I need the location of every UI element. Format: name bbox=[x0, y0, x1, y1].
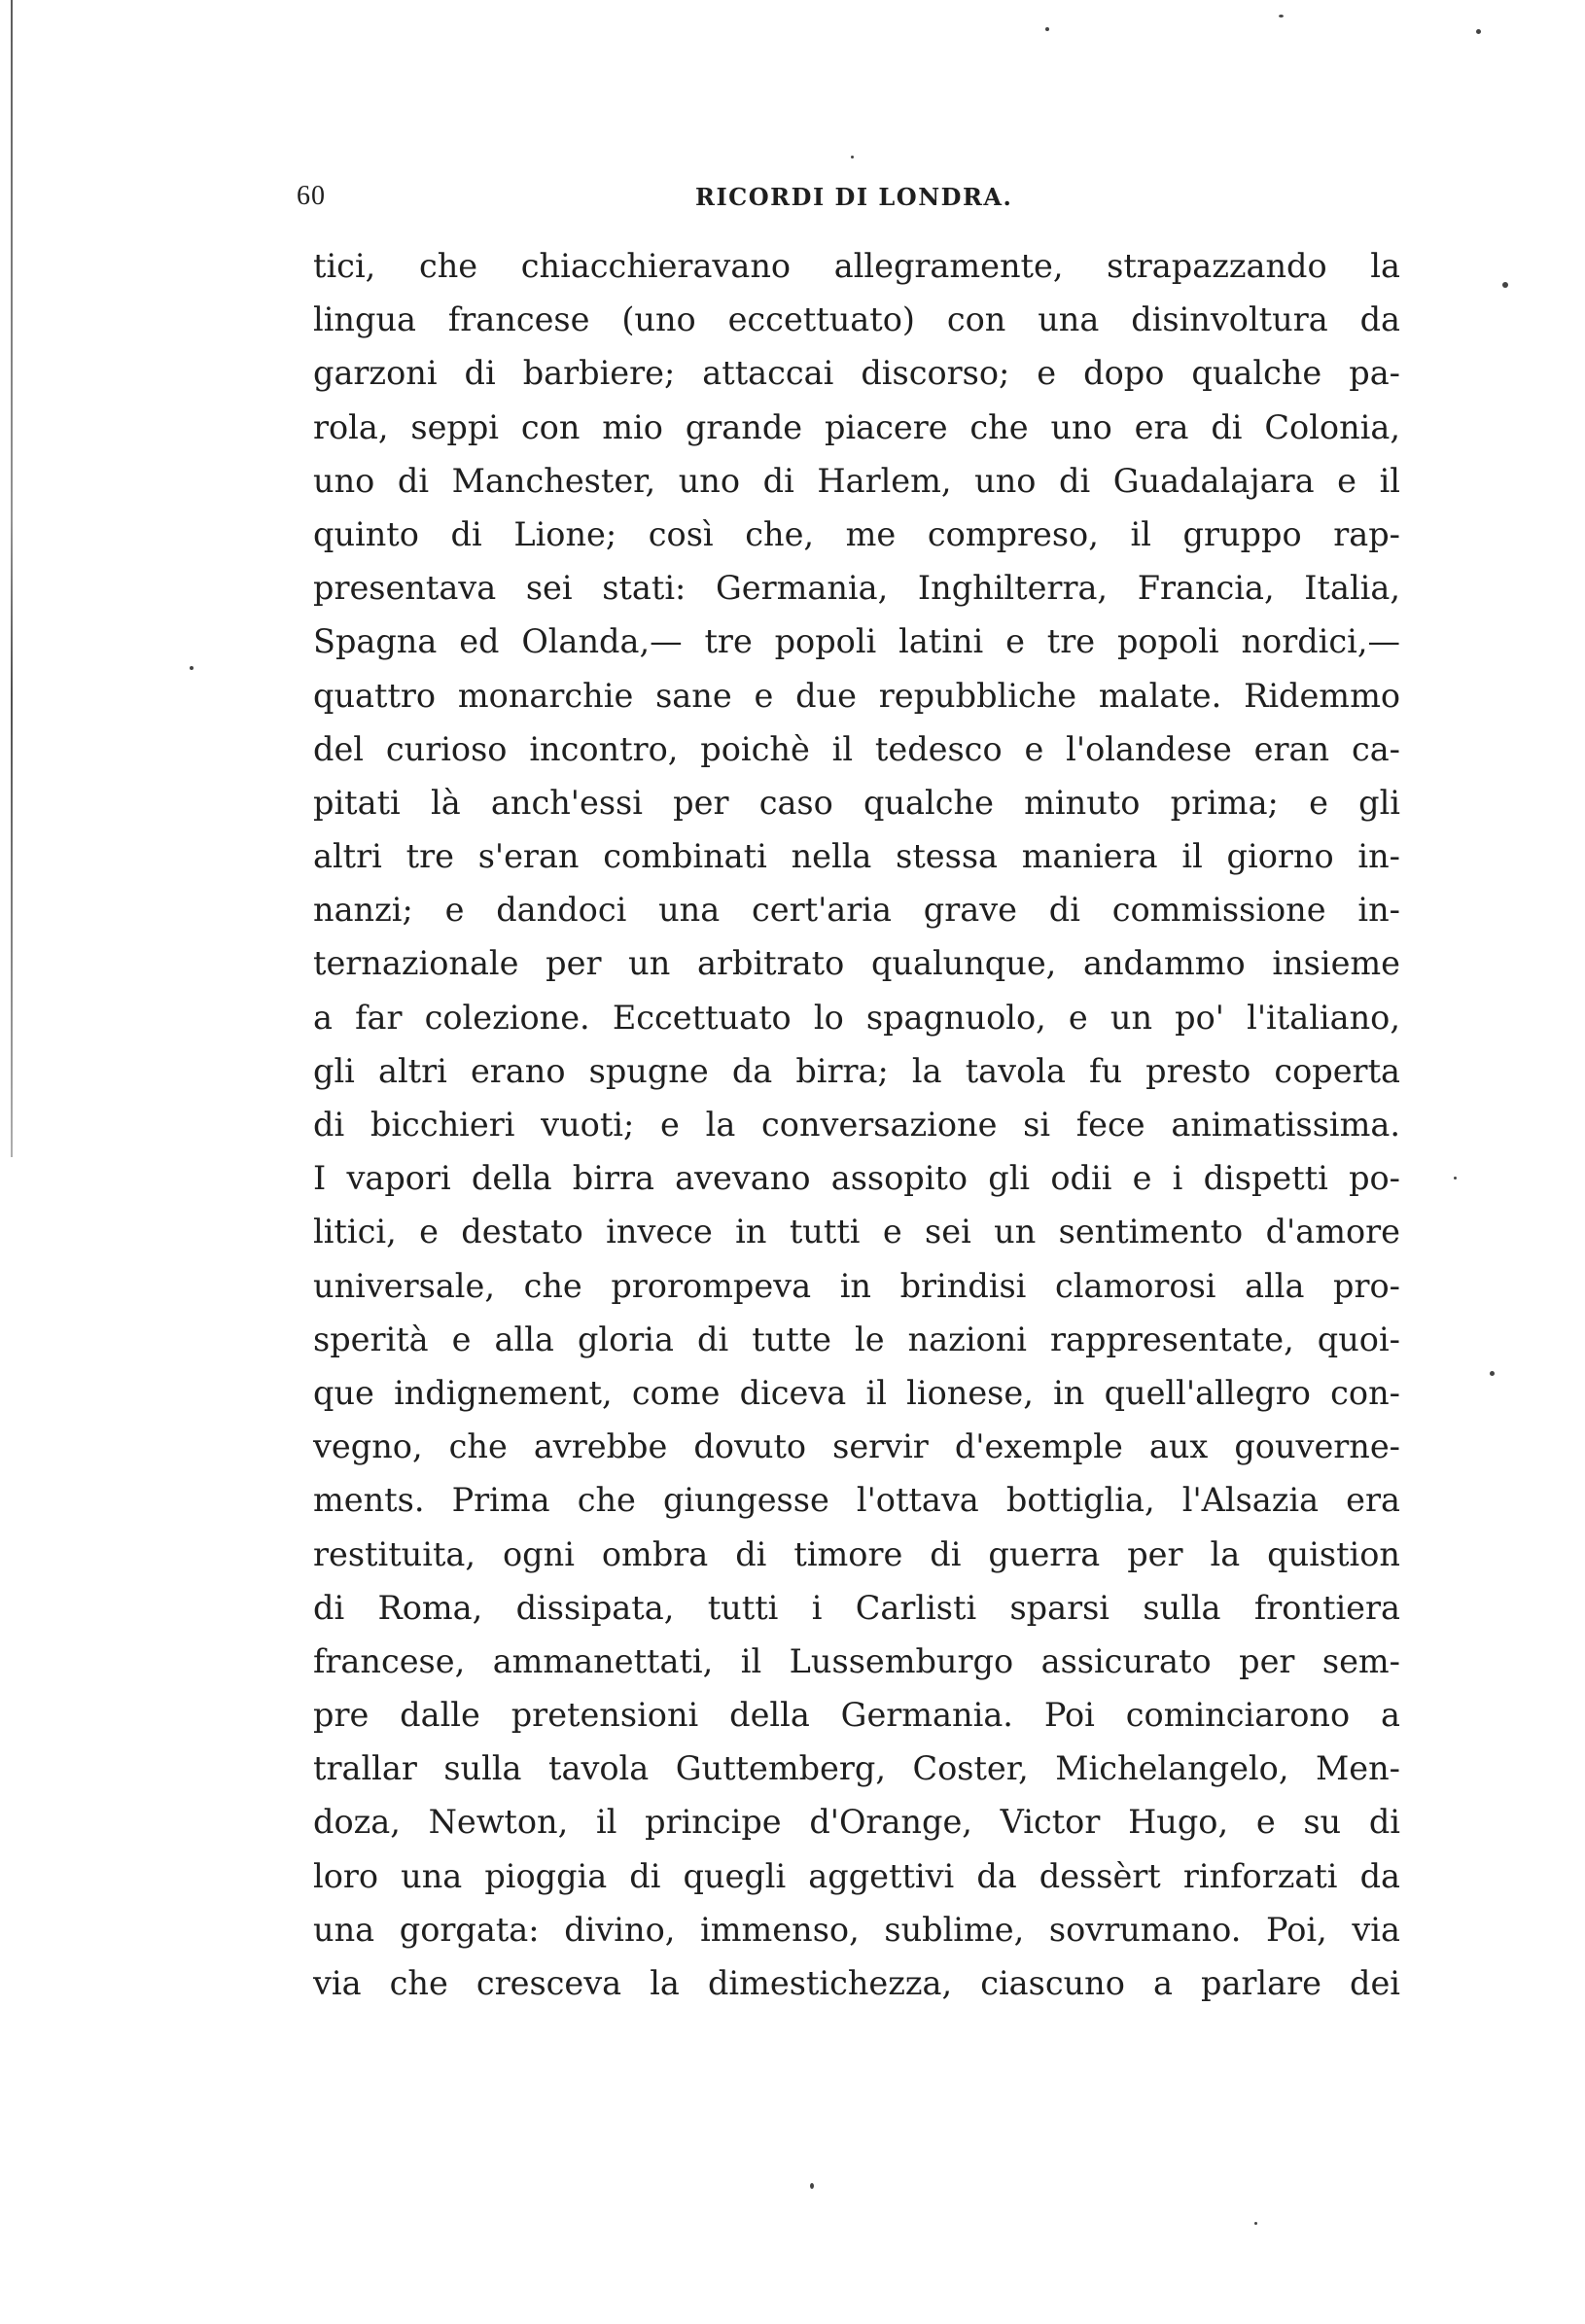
text-line: uno di Manchester, uno di Harlem, uno di Guadalajara e il bbox=[313, 461, 1400, 500]
text-line: Spagna ed Olanda,— tre popoli latini e tre popoli nordici,— bbox=[313, 622, 1400, 661]
text-line: di Roma, dissipata, tutti i Carlisti sparsi sulla frontiera bbox=[313, 1588, 1400, 1627]
text-line: altri tre s'eran combinati nella stessa maniera il giorno in- bbox=[313, 837, 1400, 876]
scan-speck bbox=[1279, 15, 1284, 18]
text-line: vegno, che avrebbe dovuto servir d'exemple aux gouverne- bbox=[313, 1427, 1400, 1466]
binding-edge-line bbox=[11, 0, 13, 1157]
running-head bbox=[297, 181, 1405, 220]
scan-speck bbox=[851, 156, 854, 158]
text-line: litici, e destato invece in tutti e sei un sentimento d'amore bbox=[313, 1213, 1400, 1251]
text-line: universale, che prorompeva in brindisi clamorosi alla pro- bbox=[313, 1266, 1400, 1305]
text-line: garzoni di barbiere; attaccai discorso; e dopo qualche pa- bbox=[313, 354, 1400, 393]
text-line: quattro monarchie sane e due repubbliche malate. Ridemmo bbox=[313, 676, 1400, 715]
text-line: rola, seppi con mio grande piacere che uno era di Colonia, bbox=[313, 407, 1400, 446]
page-number: 60 bbox=[297, 181, 326, 211]
text-line: doza, Newton, il principe d'Orange, Victor Hugo, e su di bbox=[313, 1803, 1400, 1842]
scan-speck bbox=[1476, 29, 1481, 34]
text-line: sperità e alla gloria di tutte le nazioni rappresentate, quoi- bbox=[313, 1320, 1400, 1358]
text-line: francese, ammanettati, il Lussemburgo assicurato per sem- bbox=[313, 1641, 1400, 1680]
text-line: di bicchieri vuoti; e la conversazione si fece animatissima. bbox=[313, 1106, 1400, 1144]
text-line: lingua francese (uno eccettuato) con una disinvoltura da bbox=[313, 300, 1400, 339]
text-line: tici, che chiacchieravano allegramente, strapazzando la bbox=[313, 247, 1400, 285]
scan-speck bbox=[190, 666, 194, 670]
scan-speck bbox=[1490, 1371, 1495, 1376]
scan-speck bbox=[1045, 27, 1049, 31]
scan-speck bbox=[1502, 282, 1508, 288]
body-text bbox=[313, 239, 1400, 2010]
text-line: pre dalle pretensioni della Germania. Poi cominciarono a bbox=[313, 1696, 1400, 1735]
text-line: a far colezione. Eccettuato lo spagnuolo, e un po' l'italiano, bbox=[313, 998, 1400, 1037]
text-line: una gorgata: divino, immenso, sublime, sovrumano. Poi, via bbox=[313, 1910, 1400, 1949]
text-line: presentava sei stati: Germania, Inghilterra, Francia, Italia, bbox=[313, 569, 1400, 608]
scan-speck bbox=[1254, 2222, 1257, 2225]
text-line: ments. Prima che giungesse l'ottava bottiglia, l'Alsazia era bbox=[313, 1481, 1400, 1520]
text-line: trallar sulla tavola Guttemberg, Coster, Michelangelo, Men- bbox=[313, 1749, 1400, 1788]
text-line: via che cresceva la dimestichezza, ciascuno a parlare dei bbox=[313, 1964, 1400, 2002]
text-line: ternazionale per un arbitrato qualunque, andammo insieme bbox=[313, 944, 1400, 983]
text-line: gli altri erano spugne da birra; la tavola fu presto coperta bbox=[313, 1051, 1400, 1090]
scan-speck bbox=[1454, 1177, 1457, 1180]
text-line: pitati là anch'essi per caso qualche minuto prima; e gli bbox=[313, 783, 1400, 822]
text-line: loro una pioggia di quegli aggettivi da dessèrt rinforzati da bbox=[313, 1856, 1400, 1895]
running-title: RICORDI DI LONDRA. bbox=[695, 183, 1013, 211]
text-line: nanzi; e dandoci una cert'aria grave di commissione in- bbox=[313, 891, 1400, 930]
text-line: I vapori della birra avevano assopito gli odii e i dispetti po- bbox=[313, 1159, 1400, 1198]
text-line: del curioso incontro, poichè il tedesco e l'olandese eran ca- bbox=[313, 729, 1400, 768]
text-line: que indignement, come diceva il lionese, in quell'allegro con- bbox=[313, 1373, 1400, 1412]
text-line: quinto di Lione; così che, me compreso, il gruppo rap- bbox=[313, 514, 1400, 553]
scan-speck bbox=[810, 2183, 814, 2189]
text-line: restituita, ogni ombra di timore di guerra per la quistion bbox=[313, 1534, 1400, 1573]
